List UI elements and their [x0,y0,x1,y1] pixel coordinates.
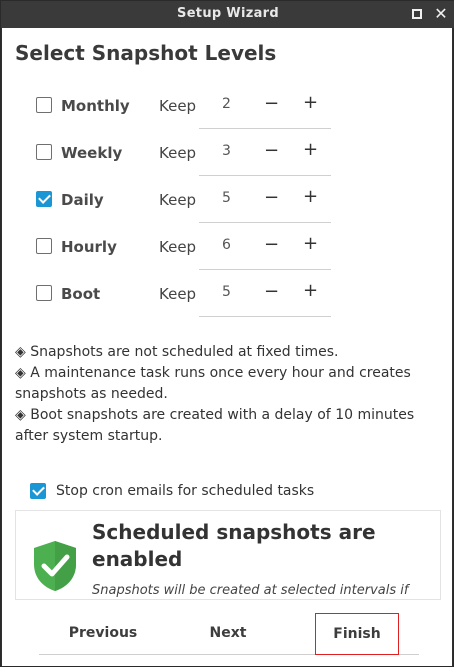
close-button[interactable] [432,5,450,23]
weekly-keep-spinner [199,132,331,176]
page-title: Select Snapshot Levels [15,41,277,65]
cron-emails-option [30,483,430,503]
note-line: ◈ Snapshots are not scheduled at fixed times. [15,344,339,360]
wizard-navigation [39,611,419,655]
keep-label: Keep [159,97,197,115]
cron-emails-checkbox[interactable] [30,483,46,499]
window-title: Setup Wizard [177,6,279,21]
level-row-boot [2,273,452,317]
level-label: Hourly [61,238,117,256]
increment-button[interactable]: + [303,92,319,113]
monthly-keep-value[interactable]: 2 [222,96,231,112]
next-button[interactable]: Next [209,625,247,641]
level-label: Weekly [61,144,123,162]
schedule-notes [15,342,440,447]
decrement-button[interactable]: − [264,234,280,255]
weekly-keep-value[interactable]: 3 [222,143,231,159]
daily-keep-value[interactable]: 5 [222,190,231,206]
close-icon: ✕ [434,4,448,23]
monthly-checkbox[interactable] [36,97,52,113]
level-row-monthly [2,85,452,129]
increment-button[interactable]: + [303,233,319,254]
title-bar[interactable] [1,1,454,28]
level-row-weekly [2,132,452,176]
level-row-daily [2,179,452,223]
maximize-icon [412,9,422,19]
cron-emails-label: Stop cron emails for scheduled tasks [56,483,315,499]
note-line: ◈ Boot snapshots are created with a delay of 10 minutes after system startup. [15,407,415,444]
level-label: Daily [61,191,104,209]
keep-label: Keep [159,144,197,162]
note-line: ◈ A maintenance task runs once every hour and creates snapshots as needed. [15,365,411,402]
increment-button[interactable]: + [303,139,319,160]
keep-label: Keep [159,285,197,303]
hourly-checkbox[interactable] [36,238,52,254]
increment-button[interactable]: + [303,186,319,207]
decrement-button[interactable]: − [264,93,280,114]
decrement-button[interactable]: − [264,281,280,302]
keep-label: Keep [159,191,197,209]
status-panel [15,510,441,600]
boot-checkbox[interactable] [36,285,52,301]
maximize-button[interactable] [408,5,426,23]
hourly-keep-value[interactable]: 6 [222,237,231,253]
decrement-button[interactable]: − [264,187,280,208]
decrement-button[interactable]: − [264,140,280,161]
status-subtitle: Snapshots will be created at selected intervals if [92,583,409,598]
increment-button[interactable]: + [303,280,319,301]
level-label: Boot [61,285,101,303]
shield-check-icon [32,540,78,592]
finish-button[interactable]: Finish [315,613,399,655]
level-row-hourly [2,226,452,270]
wizard-content [2,28,452,666]
hourly-keep-spinner [199,226,331,270]
monthly-keep-spinner [199,85,331,129]
level-label: Monthly [61,97,130,115]
daily-keep-spinner [199,179,331,223]
weekly-checkbox[interactable] [36,144,52,160]
previous-button[interactable]: Previous [68,625,138,641]
boot-keep-value[interactable]: 5 [222,284,231,300]
daily-checkbox[interactable] [36,191,52,207]
status-title: Scheduled snapshots are enabled [92,520,376,571]
keep-label: Keep [159,238,197,256]
boot-keep-spinner [199,273,331,317]
